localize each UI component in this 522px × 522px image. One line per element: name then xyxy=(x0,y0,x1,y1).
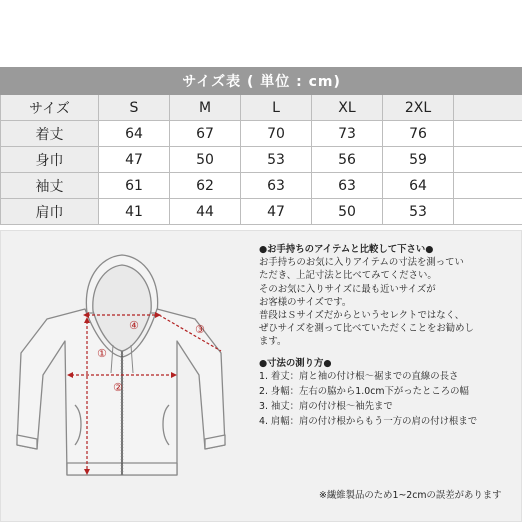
header-l: L xyxy=(241,95,312,121)
table-cell: 47 xyxy=(241,199,312,225)
size-chart xyxy=(0,67,522,522)
marker-4: ④ xyxy=(129,319,139,332)
row-label: 肩巾 xyxy=(1,199,99,225)
table-row xyxy=(1,173,522,199)
marker-1: ① xyxy=(97,347,107,360)
table-row xyxy=(1,121,522,147)
table-cell: 50 xyxy=(312,199,383,225)
table-cell: 61 xyxy=(99,173,170,199)
table-cell: 70 xyxy=(241,121,312,147)
measure-item: 1. 着丈：肩と袖の付け根〜裾までの直線の長さ xyxy=(259,370,459,382)
table-cell: 63 xyxy=(312,173,383,199)
table-row xyxy=(1,147,522,173)
measure-heading: ●寸法の測り方● xyxy=(259,357,332,369)
table-cell xyxy=(454,147,522,173)
header-s: S xyxy=(99,95,170,121)
table-cell xyxy=(454,173,522,199)
disclaimer: ※繊維製品のため1~2cmの誤差があります xyxy=(319,490,502,501)
hoodie-illustration xyxy=(9,245,259,495)
notes-line: そのお気に入りサイズに最も近いサイズが xyxy=(259,283,436,295)
sizing-notes xyxy=(259,243,521,501)
notes-line: ぜひサイズを測って比べていただくことをお勧めし xyxy=(259,323,474,335)
table-row xyxy=(1,199,522,225)
row-label: 袖丈 xyxy=(1,173,99,199)
table-cell: 53 xyxy=(383,199,454,225)
measure-item: 4. 肩幅：肩の付け根からもう一方の肩の付け根まで xyxy=(259,416,478,428)
notes-line: 普段はＳサイズだからというセレクトではなく、 xyxy=(259,310,465,322)
notes-line: お手持ちのお気に入りアイテムの寸法を測ってい xyxy=(259,257,464,269)
row-label: 着丈 xyxy=(1,121,99,147)
table-cell: 47 xyxy=(99,147,170,173)
hoodie-diagram xyxy=(9,245,259,495)
table-cell: 67 xyxy=(170,121,241,147)
table-cell: 56 xyxy=(312,147,383,173)
notes-line: ます。 xyxy=(259,336,287,348)
hood-opening xyxy=(93,265,151,351)
header-xl: XL xyxy=(312,95,383,121)
measure-list xyxy=(259,370,521,429)
table-header-row xyxy=(1,95,522,121)
header-2xl: 2XL xyxy=(383,95,454,121)
marker-3: ③ xyxy=(195,323,205,336)
header-m: M xyxy=(170,95,241,121)
row-label: 身巾 xyxy=(1,147,99,173)
table-cell: 59 xyxy=(383,147,454,173)
measure-item: 3. 袖丈：肩の付け根〜袖先まで xyxy=(259,401,393,413)
table-cell: 64 xyxy=(383,173,454,199)
size-table xyxy=(0,67,522,225)
measure-item: 2. 身幅：左右の脇から1.0cm下がったところの幅 xyxy=(259,386,469,398)
table-cell xyxy=(454,199,522,225)
table-cell: 44 xyxy=(170,199,241,225)
header-size: サイズ xyxy=(1,95,99,121)
table-cell: 63 xyxy=(241,173,312,199)
table-cell: 64 xyxy=(99,121,170,147)
table-cell: 76 xyxy=(383,121,454,147)
table-title: サイズ表 ( 単位 : cm) xyxy=(1,68,522,95)
notes-line: ただき、上記寸法と比べてみてください。 xyxy=(259,270,437,282)
marker-2: ② xyxy=(113,381,123,394)
measurement-panel xyxy=(0,230,522,522)
table-cell: 50 xyxy=(170,147,241,173)
table-cell xyxy=(454,121,522,147)
notes-heading: ●お手持ちのアイテムと比較して下さい● xyxy=(259,244,434,255)
table-cell: 41 xyxy=(99,199,170,225)
table-cell: 53 xyxy=(241,147,312,173)
table-cell: 73 xyxy=(312,121,383,147)
notes-line: お客様のサイズです。 xyxy=(259,296,352,308)
table-cell: 62 xyxy=(170,173,241,199)
header-empty xyxy=(454,95,522,121)
